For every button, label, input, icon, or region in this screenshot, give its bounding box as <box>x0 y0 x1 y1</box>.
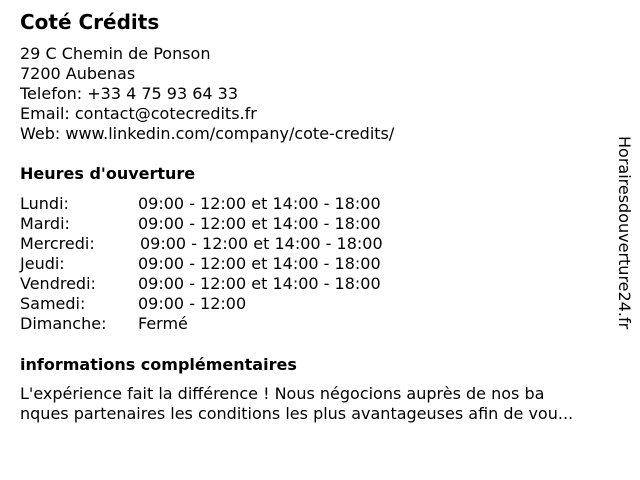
hours-row-thursday <box>20 254 440 274</box>
hours-row-wednesday <box>20 234 440 254</box>
contact-block <box>20 44 394 144</box>
phone-line: Telefon: +33 4 75 93 64 33 <box>20 84 239 103</box>
day-hours: 09:00 - 12:00 et 14:00 - 18:00 <box>138 194 381 213</box>
day-label: Jeudi: <box>20 254 65 273</box>
info-heading: informations complémentaires <box>20 355 297 374</box>
day-hours: 09:00 - 12:00 <box>138 294 247 313</box>
hours-row-sunday <box>20 314 440 334</box>
day-hours: Fermé <box>138 314 188 333</box>
day-label: Mardi: <box>20 214 70 233</box>
day-hours: 09:00 - 12:00 et 14:00 - 18:00 <box>140 234 383 253</box>
day-label: Vendredi: <box>20 274 96 293</box>
web-line: Web: www.linkedin.com/company/cote-credits/ <box>20 124 395 143</box>
watermark-text: Horairesdouverture24.fr <box>615 136 634 330</box>
hours-row-monday <box>20 194 440 214</box>
hours-heading: Heures d'ouverture <box>20 164 196 183</box>
business-name: Coté Crédits <box>20 10 160 34</box>
day-label: Samedi: <box>20 294 86 313</box>
info-line: L'expérience fait la différence ! Nous négocions auprès de nos ba <box>20 384 545 403</box>
day-hours: 09:00 - 12:00 et 14:00 - 18:00 <box>138 274 381 293</box>
day-hours: 09:00 - 12:00 et 14:00 - 18:00 <box>138 254 381 273</box>
watermark <box>612 136 636 346</box>
email-line: Email: contact@cotecredits.fr <box>20 104 257 123</box>
hours-row-tuesday <box>20 214 440 234</box>
info-line: nques partenaires les conditions les plus avantageuses afin de vou... <box>20 404 574 423</box>
info-description <box>20 384 620 424</box>
address-street: 29 C Chemin de Ponson <box>20 44 211 63</box>
day-hours: 09:00 - 12:00 et 14:00 - 18:00 <box>138 214 381 233</box>
opening-hours-table <box>20 194 440 334</box>
day-label: Mercredi: <box>20 234 95 253</box>
day-label: Dimanche: <box>20 314 107 333</box>
day-label: Lundi: <box>20 194 69 213</box>
hours-row-saturday <box>20 294 440 314</box>
address-city: 7200 Aubenas <box>20 64 136 83</box>
hours-row-friday <box>20 274 440 294</box>
